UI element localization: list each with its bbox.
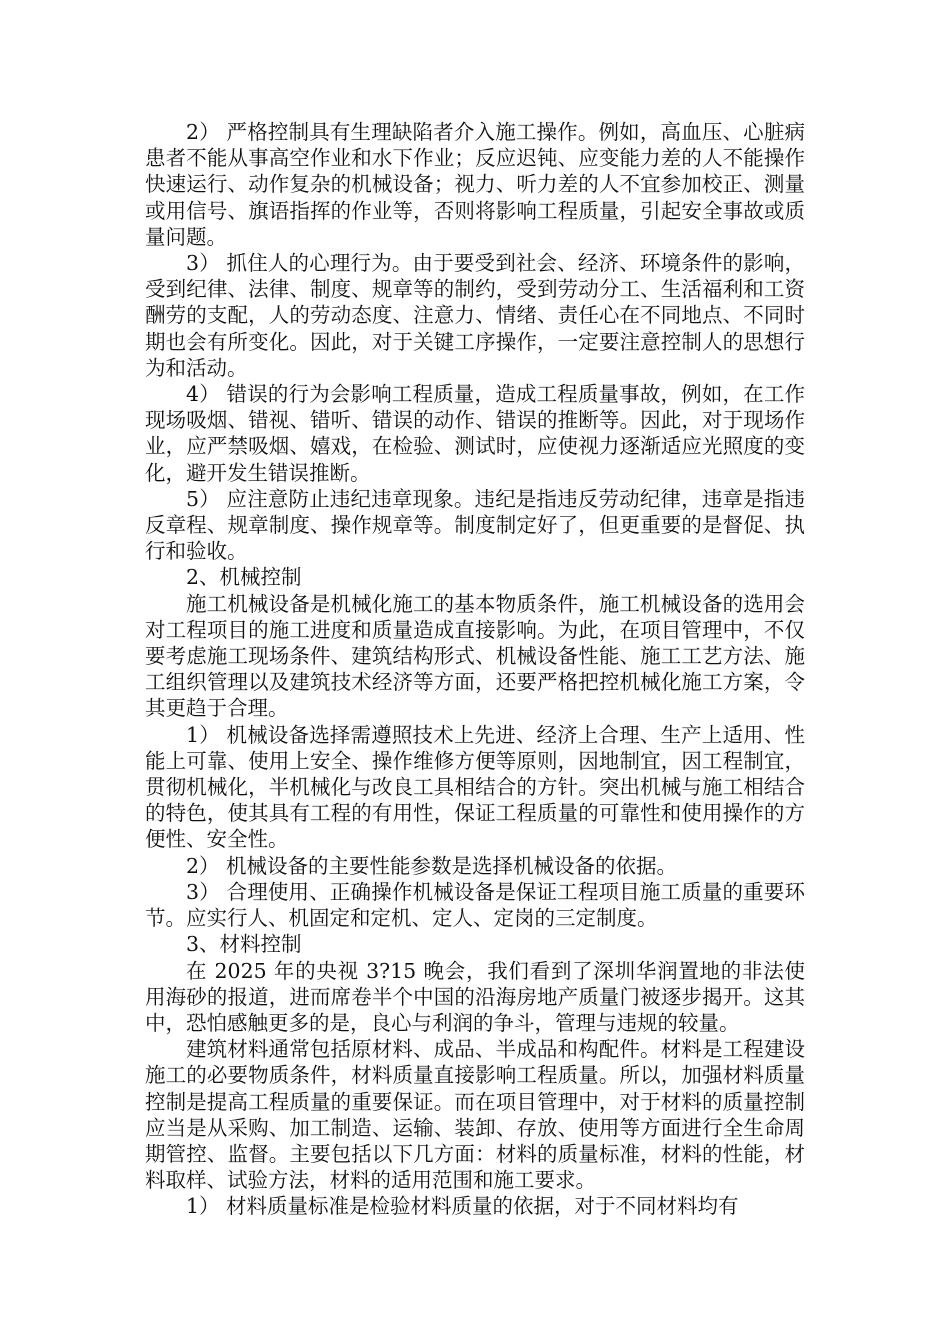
- paragraph-machinery-3: 3） 合理使用、正确操作机械设备是保证工程项目施工质量的重要环节。应实行人、机固定和定机、定人、定岗的三定制度。: [145, 879, 805, 931]
- paragraph-item-2: 2） 严格控制具有生理缺陷者介入施工操作。例如，高血压、心脏病患者不能从事高空作业和水下作业；反应迟钝、应变能力差的人不能操作快速运行、动作复杂的机械设备；视力、听力差的人不宜参加校正、测量或用信号、旗语指挥的作业等，否则将影响工程质量，引起安全事故或质量问题。: [145, 120, 805, 249]
- document-body: [145, 119, 805, 1220]
- paragraph-item-3: 3） 抓住人的心理行为。由于要受到社会、经济、环境条件的影响，受到纪律、法律、制度、规章等的制约，受到劳动分工、生活福利和工资酬劳的支配，人的劳动态度、注意力、情绪、责任心在不同地点、不同时期也会有所变化。因此，对于关键工序操作，一定要注意控制人的思想行为和活动。: [145, 251, 805, 380]
- paragraph-materials-news: 在 2025 年的央视 3?15 晚会，我们看到了深圳华润置地的非法使用海砂的报道，进而席卷半个中国的沿海房地产质量门被逐步揭开。这其中，恐怕感触更多的是，良心与利润的争斗，管理与违规的较量。: [145, 958, 805, 1035]
- paragraph-machinery-1: 1） 机械设备选择需遵照技术上先进、经济上合理、生产上适用、性能上可靠、使用上安全、操作维修方便等原则，因地制宜，因工程制宜，贯彻机械化，半机械化与改良工具相结合的方针。突出机械与施工相结合的特色，使其具有工程的有用性，保证工程质量的可靠性和使用操作的方便性、安全性。: [145, 722, 805, 852]
- paragraph-item-5: 5） 应注意防止违纪违章现象。违纪是指违反劳动纪律，违章是指违反章程、规章制度、操作规章等。制度制定好了，但更重要的是督促、执行和验收。: [145, 486, 805, 564]
- paragraph-materials-intro: 建筑材料通常包括原材料、成品、半成品和构配件。材料是工程建设施工的必要物质条件，材料质量直接影响工程质量。所以，加强材料质量控制是提高工程质量的重要保证。而在项目管理中，对于材料的质量控制应当是从采购、加工制造、运输、装卸、存放、使用等方面进行全生命周期管控、监督。主要包括以下几方面：材料的质量标准，材料的性能，材料取样、试验方法，材料的适用范围和施工要求。: [145, 1037, 805, 1193]
- paragraph-machinery-intro: 施工机械设备是机械化施工的基本物质条件，施工机械设备的选用会对工程项目的施工进度和质量造成直接影响。为此，在项目管理中，不仅要考虑施工现场条件、建筑结构形式、机械设备性能、施工工艺方法、施工组织管理以及建筑技术经济等方面，还要严格把控机械化施工方案，令其更趋于合理。: [145, 591, 805, 721]
- paragraph-item-4: 4） 错误的行为会影响工程质量，造成工程质量事故，例如，在工作现场吸烟、错视、错听、错误的动作、错误的推断等。因此，对于现场作业，应严禁吸烟、嬉戏，在检验、测试时，应使视力逐渐适应光照度的变化，避开发生错误推断。: [145, 382, 805, 485]
- section-heading-materials: 3、材料控制: [186, 932, 302, 957]
- section-heading-machinery: 2、机械控制: [186, 565, 302, 590]
- paragraph-materials-1: 1） 材料质量标准是检验材料质量的依据，对于不同材料均有: [186, 1194, 739, 1219]
- paragraph-machinery-2: 2） 机械设备的主要性能参数是选择机械设备的依据。: [186, 853, 678, 878]
